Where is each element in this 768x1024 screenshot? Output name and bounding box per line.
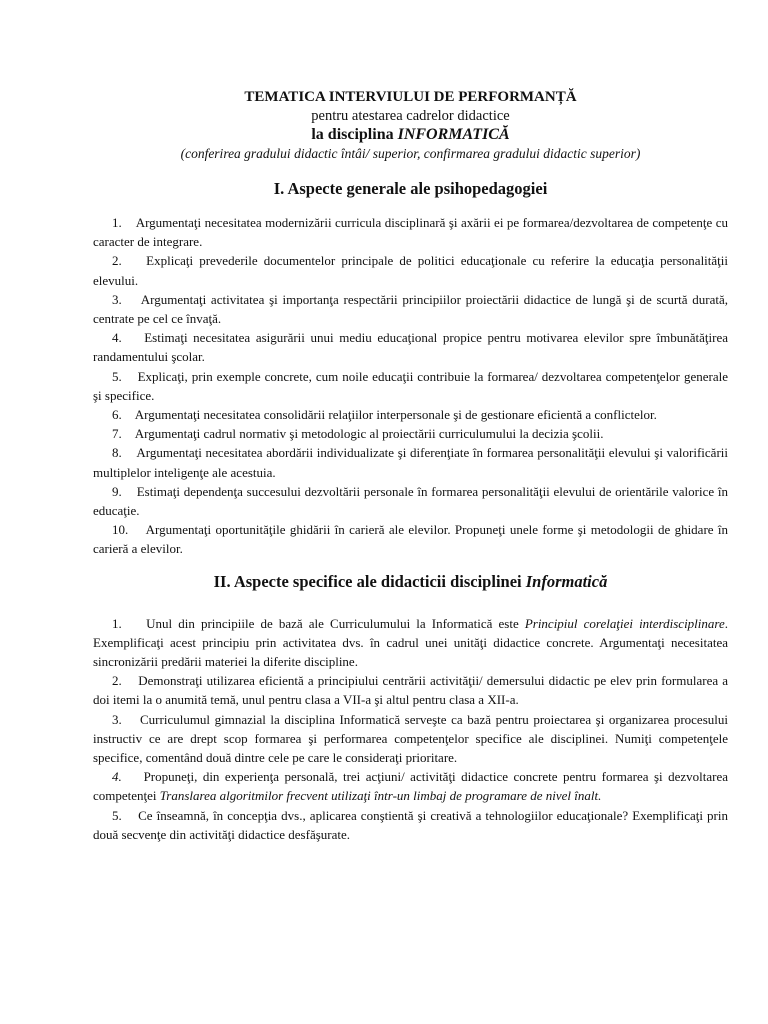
- document-page: [93, 86, 728, 844]
- section2-list: [93, 614, 728, 844]
- list-item: 2. Explicaţi prevederile documentelor principale de politici educaţionale cu referire la educaţia personalităţii elevului.: [93, 253, 729, 288]
- list-item: 4. Estimaţi necesitatea asigurării unui mediu educaţional propice pentru motivarea elevilor spre îmbunătăţirea randamentului şcolar.: [93, 330, 728, 365]
- list-item: 9. Estimaţi dependenţa succesului dezvoltării personale în formarea personalităţii elevului de orientările valorice în educaţie.: [93, 483, 728, 519]
- list-item: 3. Curriculumul gimnazial la disciplina Informatică serveşte ca bază pentru proiectarea şi organizarea procesului instructiv ce are drept scop formarea şi performarea competenţelor specifice ale disciplinei. Numiţi competenţele specifice, comentând două dintre cele pe care le consideraţi prioritare.: [93, 711, 728, 766]
- section1-title: I. Aspecte generale ale psihopedagogiei: [273, 179, 548, 198]
- list-item: 4. Propuneţi, din experienţa personală, trei acţiuni/ activităţi didactice concrete pentru formarea şi dezvoltarea competenţei Translarea algoritmilor frecvent utilizaţi într-un limbaj de programare de nivel înalt.: [93, 769, 729, 804]
- list-item: 10. Argumentaţi oportunităţile ghidării în carieră ale elevilor. Propuneţi unele forme şi metodologii de ghidare în carieră a elevilor.: [93, 522, 729, 557]
- section1-list: [93, 213, 728, 559]
- list-item: 8. Argumentaţi necesitatea abordării individualizate şi diferenţiate în formarea personalităţii elevului şi valorificării multiplelor inteligenţe ale acestuia.: [93, 445, 729, 480]
- list-item: 7. Argumentaţi cadrul normativ şi metodologic al proiectării curriculumului la decizia şcolii.: [112, 426, 604, 442]
- document-scope-note: (conferirea gradului didactic întâi/ superior, confirmarea gradului didactic superior): [180, 146, 641, 161]
- discipline-line: [93, 125, 728, 145]
- discipline-name: INFORMATICĂ: [397, 126, 510, 143]
- section2-title-discipline: Informatică: [525, 571, 608, 591]
- list-item: 5. Ce înseamnă, în concepţia dvs., aplicarea conştientă şi creativă a tehnologiilor educaţionale? Exemplificaţi prin două secvenţe din activităţi didactice desfăşurate.: [93, 807, 729, 842]
- section2-title: [93, 572, 728, 592]
- list-item: 2. Demonstraţi utilizarea eficientă a principiului centrării activităţii/ demersului didactic pe elev prin formularea a doi itemi la o anumită temă, unul pentru clasa a VII-a şi altul pentru clasa a XII-a.: [93, 673, 729, 708]
- list-item: 6. Argumentaţi necesitatea consolidării relaţiilor interpersonale şi de gestionare eficientă a conflictelor.: [112, 407, 657, 423]
- document-subtitle: pentru atestarea cadrelor didactice: [311, 108, 510, 124]
- list-item: 5. Explicaţi, prin exemple concrete, cum noile educaţii contribuie la formarea/ dezvoltarea competenţelor generale şi specifice.: [93, 368, 728, 403]
- section2-title-prefix: II. Aspecte specifice ale didacticii disciplinei: [213, 571, 526, 591]
- list-item: 1. Unul din principiile de bază ale Curriculumului la Informatică este Principiul corelaţiei interdisciplinare. Exemplificaţi acest principiu prin activitatea dvs. în cadrul unei unităţi didactice concrete. Argumentaţi necesitatea sincronizării predării materiei la diferite discipline.: [93, 615, 729, 670]
- document-title: TEMATICA INTERVIULUI DE PERFORMANȚĂ: [244, 89, 577, 105]
- discipline-prefix: la disciplina: [311, 126, 398, 143]
- document-header: [93, 88, 728, 163]
- list-item: 1. Argumentaţi necesitatea modernizării curricula disciplinară şi axării ei pe formarea/dezvoltarea de competenţe cu caracter de integrare.: [93, 215, 728, 250]
- list-item: 3. Argumentaţi activitatea şi importanţa respectării principiilor proiectării didactice de lungă şi de scurtă durată, centrate pe cel ce învaţă.: [93, 291, 729, 327]
